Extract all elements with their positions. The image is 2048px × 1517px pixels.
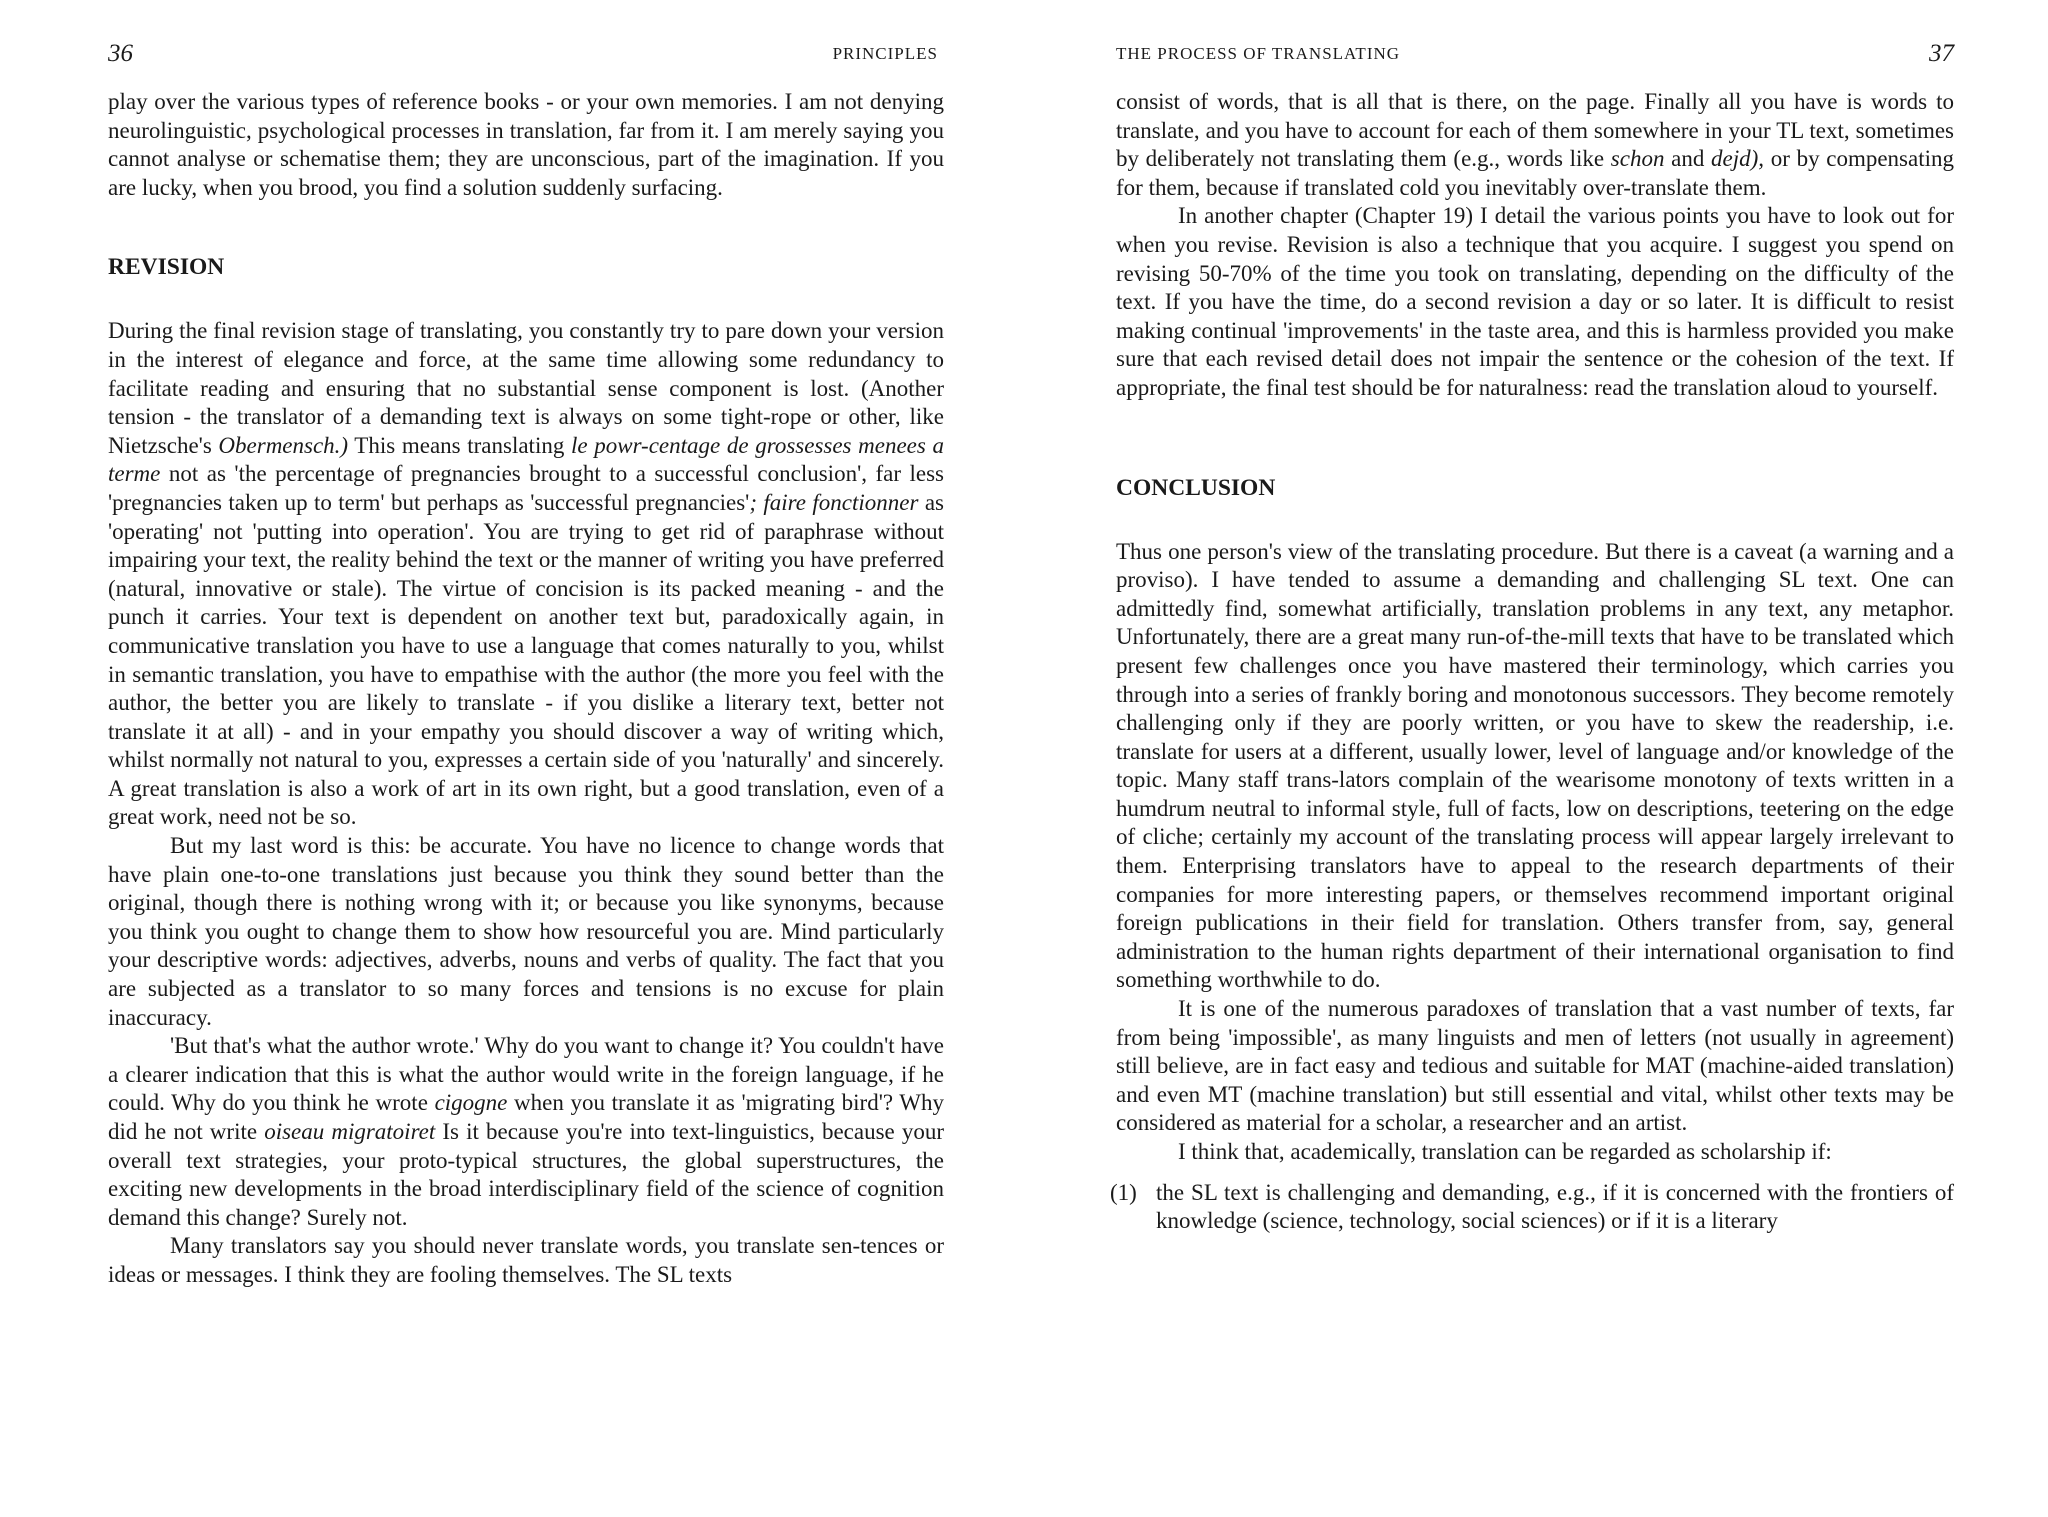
right-page [1110,0,1954,1517]
text-run: not as 'the percentage of pregnancies brought to a successful conclusion', far less 'pregnancies taken up to term' but perhaps as 'successful pregnancies' [108,461,944,515]
right-running-head [1116,40,1954,70]
section-heading-conclusion: CONCLUSION [1116,474,1276,501]
paragraph: Many translators say you should never translate words, you translate sen-tences or ideas or messages. I think they are fooling themselves. The SL texts [108,1233,944,1287]
italic-term: oiseau migratoiret [264,1119,436,1144]
list-item [1110,1179,1954,1236]
paragraph: Thus one person's view of the translating procedure. But there is a caveat (a warning and a proviso). I have tended to assume a demanding and challenging SL text. One can admittedly find, somewhat artificially, translation problems in any text, any metaphor. Unfortunately, there are a great many run-of-the-mill texts that have to be translated which present few challenges once you have mastered their terminology, which carries you through into a series of frankly boring and monotonous successors. They become remotely challenging only if they are poorly written, or you have to skew the readership, i.e. translate for users at a different, usually lower, level of language and/or knowledge of the topic. Many staff trans-lators complain of the wearisome monotony of texts written in a humdrum neutral to informal style, full of facts, low on descriptions, teetering on the edge of cliche; certainly my account of the translating process will appear largely irrelevant to them. Enterprising translators have to appeal to the research departments of their companies for more interesting papers, or themselves recommend important original foreign publications in their field for translation. Others transfer from, say, general administration to the human rights department of their international organisation to find something worthwhile to do. [1116,538,1954,993]
paragraph: In another chapter (Chapter 19) I detail the various points you have to look out for when you revise. Revision is also a technique that you acquire. I suggest you spend on revising 50-70% of the time you took on translating, depending on the difficulty of the text. If you have the time, do a second revision a day or so later. It is difficult to resist making continual 'improvements' in the taste area, and this is harmless provided you make sure that each revised detail does not impair the sentence or the cohesion of the text. If appropriate, the final test should be for naturalness: read the translation aloud to yourself. [1116,203,1954,400]
page-number: 37 [1929,40,1954,67]
running-title: THE PROCESS OF TRANSLATING [1116,44,1401,63]
italic-term: le powr-centage de grossesses menees a terme [108,432,944,487]
text-run: 'But that's what the author wrote.' Why do you want to change it? You couldn't have a clearer indication that this is what the author would write in the foreign language, if he could. Why do you think he wrote [108,1033,944,1116]
text-run: and [1664,146,1712,172]
paragraph [108,317,944,832]
paragraph: I think that, academically, translation can be regarded as scholarship if: [1178,1139,1832,1164]
right-page-body [1110,88,1954,1236]
paragraph: play over the various types of reference books - or your own memories. I am not denying neurolinguistic, psychological processes in translation, far from it. I am merely saying you cannot analyse or schematise them; they are unconscious, part of the imagination. If you are lucky, when you brood, you find a solution suddenly surfacing. [108,89,944,200]
paragraph: It is one of the numerous paradoxes of translation that a vast number of texts, far from being 'impossible', as many linguists and men of letters (not usually in agreement) still believe, are in fact easy and tedious and suitable for MAT (machine-aided translation) and even MT (machine translation) but still essential and vital, whilst other texts may be considered as material for a scholar, a researcher and an artist. [1116,996,1954,1136]
page-number: 36 [108,40,133,67]
text-run: Is it because you're into text-linguistics, because your overall text strategies, your proto-typical structures, the global superstructures, the exciting new developments in the broad interdisciplinary field of the science of cognition demand this change? Surely not. [108,1119,945,1230]
paragraph: But my last word is this: be accurate. You have no licence to change words that have plain one-to-one translations just because you think they sound better than the original, though there is nothing wrong with it; or because you like synonyms, because you think you ought to change them to show how resourceful you are. Mind particularly your descriptive words: adjectives, adverbs, nouns and verbs of quality. The fact that you are subjected as a translator to so many forces and tensions is no excuse for plain inaccuracy. [108,833,944,1030]
italic-term: dejd), [1711,146,1765,172]
section-heading-revision: REVISION [108,254,225,281]
list-item-text: the SL text is challenging and demanding, e.g., if it is concerned with the frontiers of knowledge (science, technology, social sciences) or if it is a literary [1156,1179,1954,1234]
left-page [108,0,944,1517]
paragraph [1116,88,1954,202]
running-title: PRINCIPLES [832,44,938,63]
italic-term: cigogne [434,1090,508,1116]
italic-term: ; faire fonctionner [749,489,919,515]
text-run: This means translating [348,432,571,458]
text-run: consist of words, that is all that is there, on the page. Finally all you have is words to translate, and you have to account for each of them somewhere in your TL text, sometimes by deliberately not translating them (e.g., words like [1116,89,1954,172]
text-run: when you translate it as 'migrating bird'? Why did he not write [108,1090,945,1144]
left-running-head [108,40,944,70]
italic-term: Obermensch.) [218,432,349,458]
text-run: as 'operating' not 'putting into operation'. You are trying to get rid of paraphrase without impairing your text, the reality behind the text or the manner of writing you have preferred (natural, innovative or stale). The virtue of concision is its packed meaning - and the punch it carries. Your text is dependent on another text but, paradoxically again, in communicative translation you have to use a language that comes naturally to you, whilst in semantic translation, you have to empathise with the author (the more you feel with the author, the better you are likely to translate - if you dislike a literary text, better not translate it at all) - and in your empathy you should discover a way of writing which, whilst normally not natural to you, expresses a certain side of you 'naturally' and sincerely. A great translation is also a work of art in its own right, but a good translation, even of a great work, need not be so. [108,489,944,830]
list-marker: (1) [1110,1179,1137,1205]
text-run: During the final revision stage of translating, you constantly try to pare down your version in the interest of elegance and force, at the same time allowing some redundancy to facilitate reading and ensuring that no substantial sense component is lost. (Another tension - the translator of a demanding text is always on some tight-rope or other, like Nietzsche's [108,318,944,458]
italic-term: schon [1610,146,1665,172]
text-run: or by compensating for them, because if translated cold you inevitably over-translate them. [1116,146,1954,200]
paragraph [108,1032,944,1232]
left-page-body [108,88,944,1290]
